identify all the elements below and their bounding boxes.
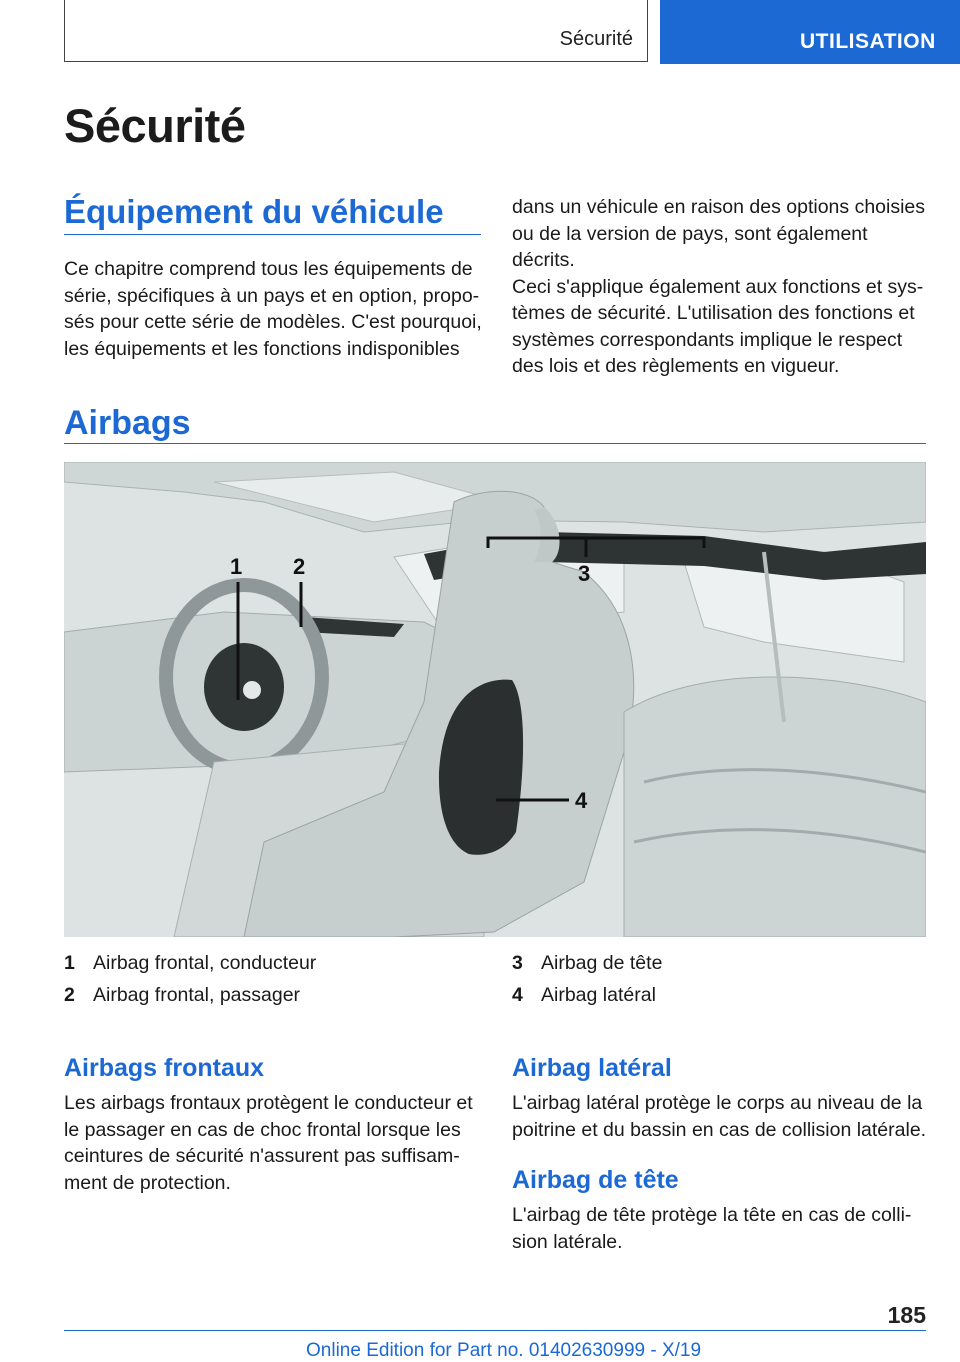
legend-number: 4 (512, 984, 523, 1006)
text-line: sés pour cette série de modèles. C'est pourquoi, (64, 311, 482, 333)
airbag-illustration (64, 462, 926, 937)
text-line: Ceci s'applique également aux fonctions et sys- (512, 275, 924, 298)
header-chapter-tab[interactable] (660, 0, 960, 64)
frontal-airbags-heading: Airbags frontaux (64, 1054, 265, 1082)
equipment-text-col1 (64, 256, 484, 362)
text-line: ment de protection. (64, 1171, 231, 1194)
legend-item (64, 984, 484, 1010)
equipment-heading: Équipement du véhicule (64, 193, 444, 230)
text-line: tèmes de sécurité. L'utilisation des fonctions et (512, 302, 915, 324)
frontal-airbags-text (64, 1090, 484, 1196)
text-line: série, spécifiques à un pays et en option, propo- (64, 284, 480, 307)
text-line: Ce chapitre comprend tous les équipements de (64, 258, 473, 280)
legend-text: Airbag frontal, conducteur (93, 952, 317, 974)
legend-number: 3 (512, 952, 523, 974)
callout-4: 4 (575, 788, 588, 813)
text-line: des lois et des règlements en vigueur. (512, 355, 840, 377)
text-line: le passager en cas de choc frontal lorsque les (64, 1118, 461, 1141)
head-airbag-text (512, 1202, 932, 1255)
footer-rule (64, 1330, 926, 1331)
airbags-heading: Airbags (64, 404, 191, 442)
callout-2: 2 (293, 554, 306, 579)
airbags-heading-rule (64, 443, 926, 444)
legend-text: Airbag latéral (541, 984, 656, 1006)
text-line: les équipements et les fonctions indisponibles (64, 337, 460, 360)
page-number: 185 (887, 1302, 926, 1328)
header-chapter-tab-label: UTILISATION (800, 30, 936, 53)
legend-item (512, 984, 932, 1010)
legend-item (512, 952, 932, 978)
car-interior-drawing (64, 462, 926, 937)
legend-text: Airbag frontal, passager (93, 984, 301, 1006)
page-title: Sécurité (64, 99, 246, 152)
legend-number: 2 (64, 984, 75, 1006)
text-line: ceintures de sécurité n'assurent pas suffisam- (64, 1145, 460, 1167)
side-airbag-text (512, 1090, 932, 1143)
legend-number: 1 (64, 952, 75, 974)
text-line: L'airbag de tête protège la tête en cas de colli- (512, 1204, 912, 1226)
side-airbag-heading: Airbag latéral (512, 1054, 672, 1082)
callout-3: 3 (578, 561, 591, 586)
head-airbag-heading: Airbag de tête (512, 1166, 679, 1194)
equipment-text-col2 (512, 194, 932, 380)
text-line: poitrine et du bassin en cas de collision latérale. (512, 1118, 927, 1141)
legend-item (64, 952, 484, 978)
text-line: sion latérale. (512, 1230, 623, 1253)
text-line: L'airbag latéral protège le corps au niveau de la (512, 1092, 923, 1114)
text-line: ou de la version de pays, sont également décrits. (512, 222, 868, 271)
legend-text: Airbag de tête (541, 952, 663, 974)
text-line: systèmes correspondants implique le respect (512, 328, 903, 351)
text-line: dans un véhicule en raison des options choisies (512, 196, 926, 218)
equipment-heading-rule (64, 234, 481, 235)
header-section-label: Sécurité (559, 28, 633, 50)
text-line: Les airbags frontaux protègent le conducteur et (64, 1092, 473, 1114)
callout-1: 1 (230, 554, 243, 579)
header-frame (64, 0, 648, 62)
footer-edition-text: Online Edition for Part no. 01402630999 - X/19 (306, 1340, 702, 1361)
